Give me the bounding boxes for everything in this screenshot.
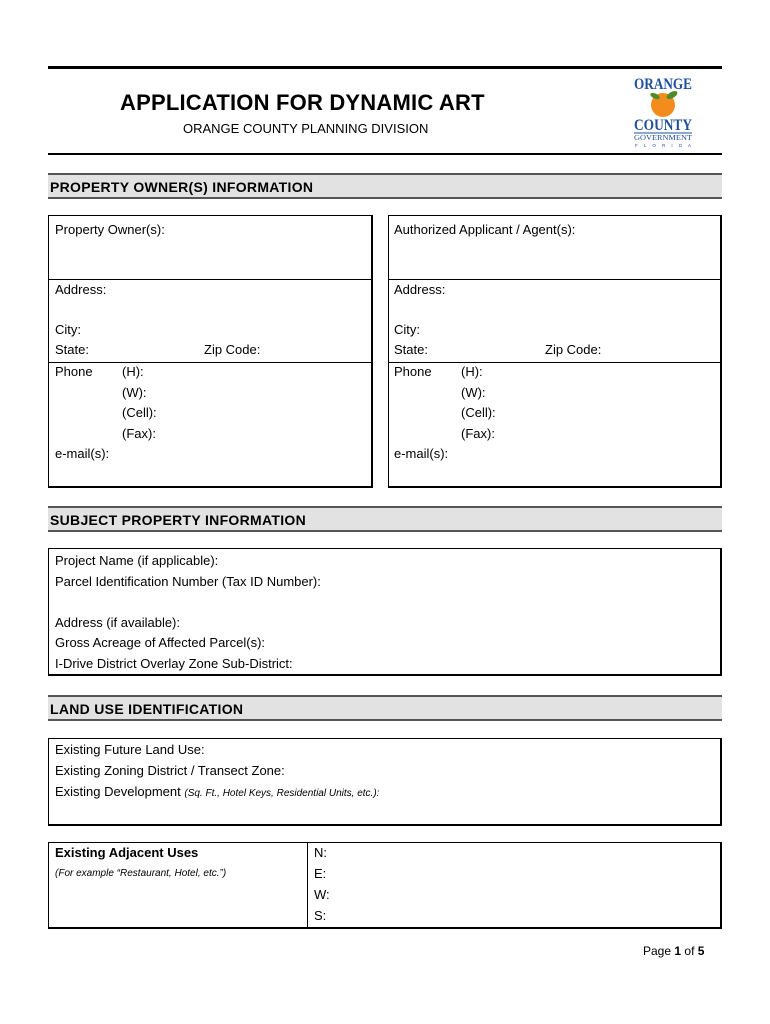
header-rule [48,153,722,155]
svg-text:ORANGE: ORANGE [634,76,692,93]
existing-development-label [55,784,379,801]
svg-text:COUNTY: COUNTY [634,117,693,134]
orange-county-logo [632,74,694,148]
owner-name-label: Property Owner(s): [55,222,165,237]
owner-city-label: City: [55,322,81,337]
agent-fax-label: (Fax): [461,426,495,441]
overlay-zone-label: I-Drive District Overlay Zone Sub-District: [55,656,293,671]
subject-section-header [48,506,722,532]
owner-section-header [48,173,722,199]
adjacent-uses-label: Existing Adjacent Uses [55,845,199,860]
existing-development-text: Existing Development [55,784,181,799]
agent-divider-1 [388,279,722,280]
agent-home-phone-label: (H): [461,364,483,379]
owner-divider-2 [48,362,373,363]
gross-acreage-label: Gross Acreage of Affected Parcel(s): [55,635,266,650]
adjacent-uses-hint: (For example “Restaurant, Hotel, etc.”) [55,868,227,879]
land-use-section-header [48,695,722,721]
owner-section-title: PROPERTY OWNER(S) INFORMATION [50,179,314,195]
page-of: of [684,944,695,958]
adjacent-north-label: N: [314,845,327,860]
owner-cell-phone-label: (Cell): [122,405,157,420]
page-number [643,944,704,958]
owner-phone-label: Phone [55,364,93,379]
agent-phone-label: Phone [394,364,432,379]
owner-home-phone-label: (H): [122,364,144,379]
agent-divider-2 [388,362,722,363]
project-name-label: Project Name (if applicable): [55,553,219,568]
owner-address-label: Address: [55,282,107,297]
adjacent-uses-divider [307,842,308,929]
page-prefix: Page [643,944,672,958]
agent-city-label: City: [394,322,420,337]
owner-fax-label: (Fax): [122,426,156,441]
owner-divider-1 [48,279,373,280]
existing-development-hint: (Sq. Ft., Hotel Keys, Residential Units, etc.): [184,788,380,799]
owner-state-label: State: [55,342,89,357]
page-current: 1 [674,944,682,958]
owner-work-phone-label: (W): [122,385,147,400]
agent-email-label: e-mail(s): [394,446,449,461]
subject-address-label: Address (if available): [55,615,180,630]
agent-address-label: Address: [394,282,446,297]
land-use-section-title: LAND USE IDENTIFICATION [50,701,244,717]
zoning-district-label: Existing Zoning District / Transect Zone: [55,763,285,778]
owner-email-label: e-mail(s): [55,446,110,461]
agent-work-phone-label: (W): [461,385,486,400]
agent-name-label: Authorized Applicant / Agent(s): [394,222,576,237]
owner-zip-label: Zip Code: [204,342,261,357]
future-land-use-label: Existing Future Land Use: [55,742,205,757]
page-subtitle: ORANGE COUNTY PLANNING DIVISION [183,121,429,136]
agent-state-label: State: [394,342,428,357]
agent-cell-phone-label: (Cell): [461,405,496,420]
subject-section-title: SUBJECT PROPERTY INFORMATION [50,512,307,528]
adjacent-south-label: S: [314,908,327,923]
page-total: 5 [697,944,705,958]
top-rule [48,66,722,69]
svg-text:GOVERNMENT: GOVERNMENT [634,134,693,142]
agent-zip-label: Zip Code: [545,342,602,357]
adjacent-east-label: E: [314,866,327,881]
svg-text:F L O R I D A: F L O R I D A [635,143,691,148]
parcel-id-label: Parcel Identification Number (Tax ID Number): [55,574,321,589]
adjacent-west-label: W: [314,887,330,902]
page-title: APPLICATION FOR DYNAMIC ART [120,90,485,115]
